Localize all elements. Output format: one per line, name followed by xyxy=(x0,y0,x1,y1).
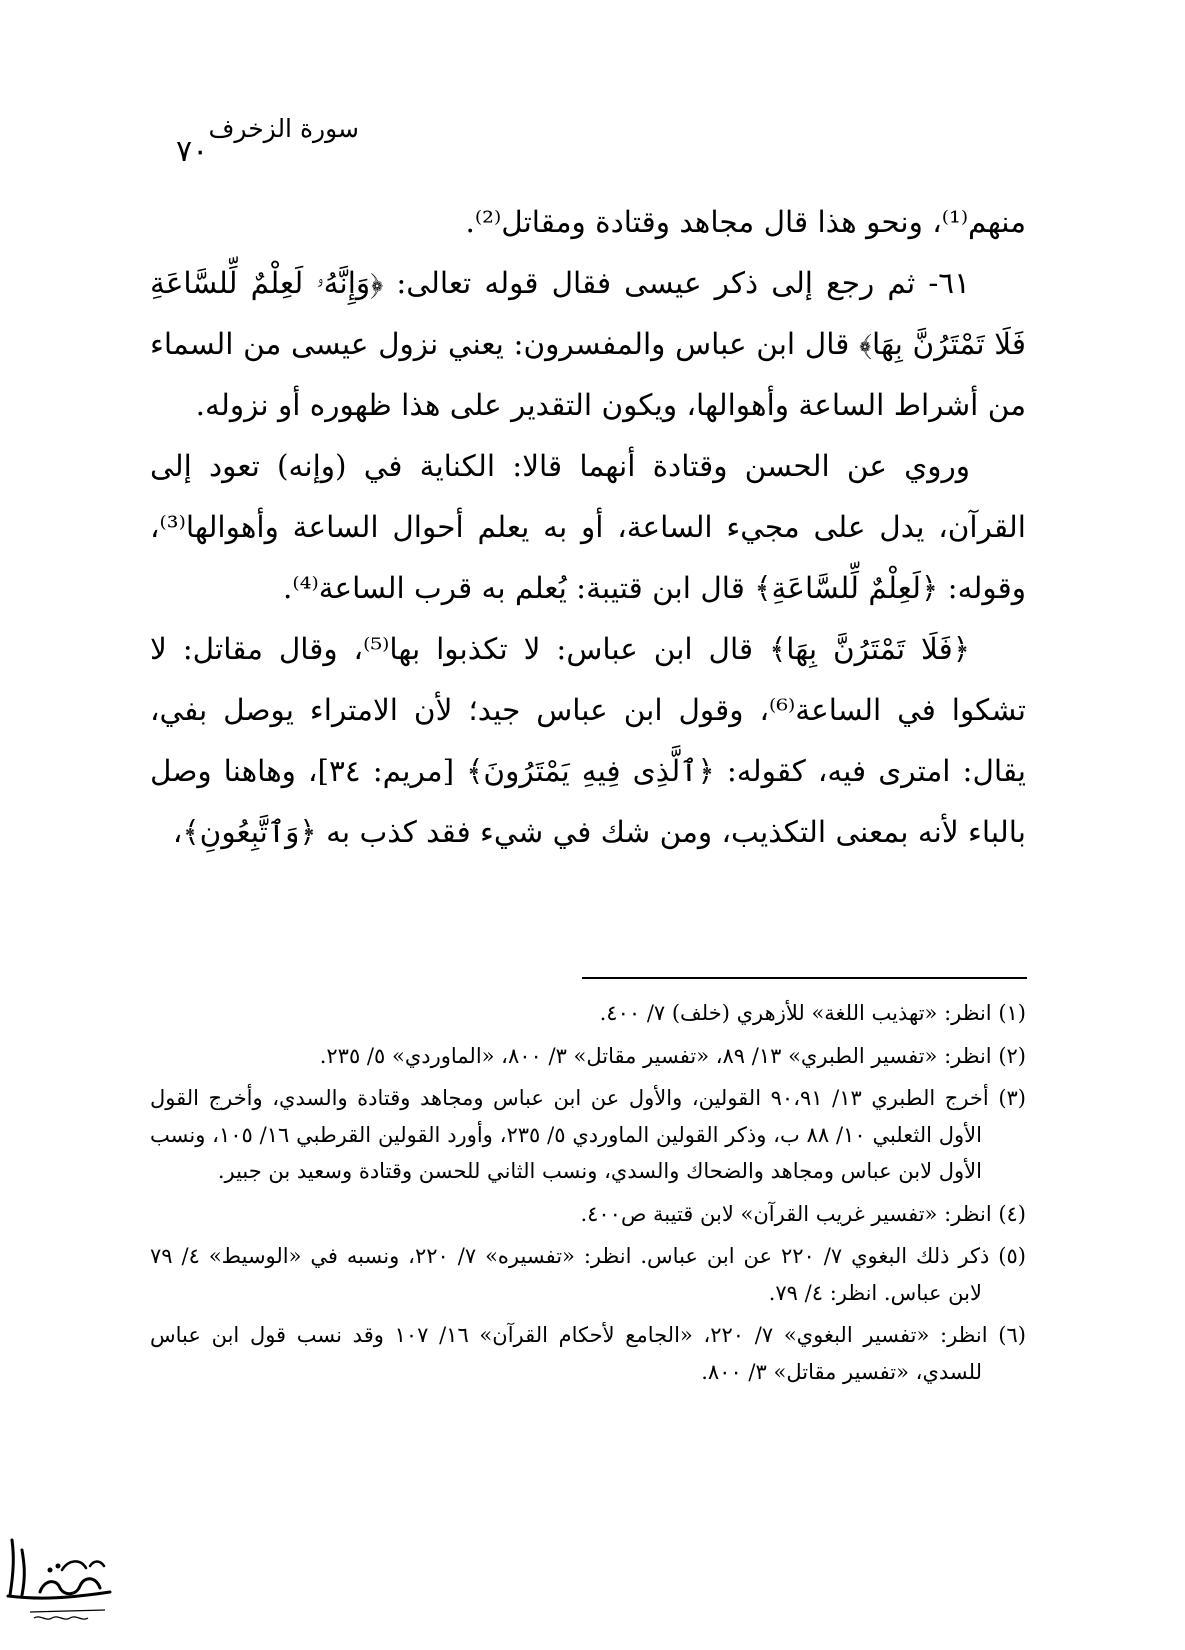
paragraph: وروي عن الحسن وقتادة أنهما قالا: الكناية في (وإنه) تعود إلى القرآن، يدل على مجيء الساعة، أو به يعلم أحوال الساعة وأهوالها⁽³⁾، وقوله: ﴿لَعِلْمٌ لِّلسَّاعَةِ﴾ قال ابن قتيبة: يُعلم به قرب الساعة⁽⁴⁾. xyxy=(150,449,1026,605)
footnote: (٢) انظر: «تفسير الطبري» ١٣/ ٨٩، «تفسير مقاتل» ٣/ ٨٠٠، «الماوردي» ٥/ ٢٣٥. xyxy=(319,1043,1026,1068)
footnote: (٦) انظر: «تفسير البغوي» ٧/ ٢٢٠، «الجامع لأحكام القرآن» ١٦/ ١٠٧ وقد نسب قول ابن عباس للسدي، «تفسير مقاتل» ٣/ ٨٠٠. xyxy=(150,1323,1026,1384)
page-number: ٧٠ xyxy=(176,134,209,169)
main-text xyxy=(150,192,1026,863)
footnotes xyxy=(150,995,1026,1396)
footnote: (٤) انظر: «تفسير غريب القرآن» لابن قتيبة ص٤٠٠. xyxy=(580,1201,1026,1226)
footnote: (٥) ذكر ذلك البغوي ٧/ ٢٢٠ عن ابن عباس. انظر: «تفسيره» ٧/ ٢٢٠، ونسبه في «الوسيط» ٤/ ٧٩ لابن عباس. انظر: ٤/ ٧٩. xyxy=(150,1244,1026,1305)
calligraphy-logo-icon xyxy=(0,1500,120,1650)
surah-title: سورة الزخرف xyxy=(208,114,359,143)
paragraph: ﴿فَلَا تَمْتَرُنَّ بِهَا﴾ قال ابن عباس: لا تكذبوا بها⁽⁵⁾، وقال مقاتل: لا تشكوا في الساعة⁽⁶⁾، وقول ابن عباس جيد؛ لأن الامتراء يوصل بفي، يقال: امترى فيه، كقوله: ﴿ٱلَّذِى فِيهِ يَمْتَرُونَ﴾ [مريم: ٣٤]، وهاهنا وصل بالباء لأنه بمعنى التكذيب، ومن شك في شيء فقد كذب به ﴿وَٱتَّبِعُونِ﴾، xyxy=(150,632,1026,849)
paragraph: منهم⁽¹⁾، ونحو هذا قال مجاهد وقتادة ومقاتل⁽²⁾. xyxy=(465,205,1026,239)
footnote-divider xyxy=(582,977,1027,979)
paragraph: ٦١- ثم رجع إلى ذكر عيسى فقال قوله تعالى: ﴿وَإِنَّهُۥ لَعِلْمٌ لِّلسَّاعَةِ فَلَا تَمْتَرُنَّ بِهَا﴾ قال ابن عباس والمفسرون: يعني نزول عيسى من السماء من أشراط الساعة وأهوالها، ويكون التقدير على هذا ظهوره أو نزوله. xyxy=(150,266,1026,422)
footnote: (٣) أخرج الطبري ١٣/ ٩٠،٩١ القولين، والأول عن ابن عباس ومجاهد وقتادة والسدي، وأخرج القول الأول الثعلبي ١٠/ ٨٨ ب، وذكر القولين الماوردي ٥/ ٢٣٥، وأورد القولين القرطبي ١٦/ ١٠٥، ونسب الأول لابن عباس ومجاهد والضحاك والسدي، ونسب الثاني للحسن وقتادة وسعيد بن جبير. xyxy=(150,1086,1026,1183)
footnote: (١) انظر: «تهذيب اللغة» للأزهري (خلف) ٧/ ٤٠٠. xyxy=(599,1001,1026,1025)
